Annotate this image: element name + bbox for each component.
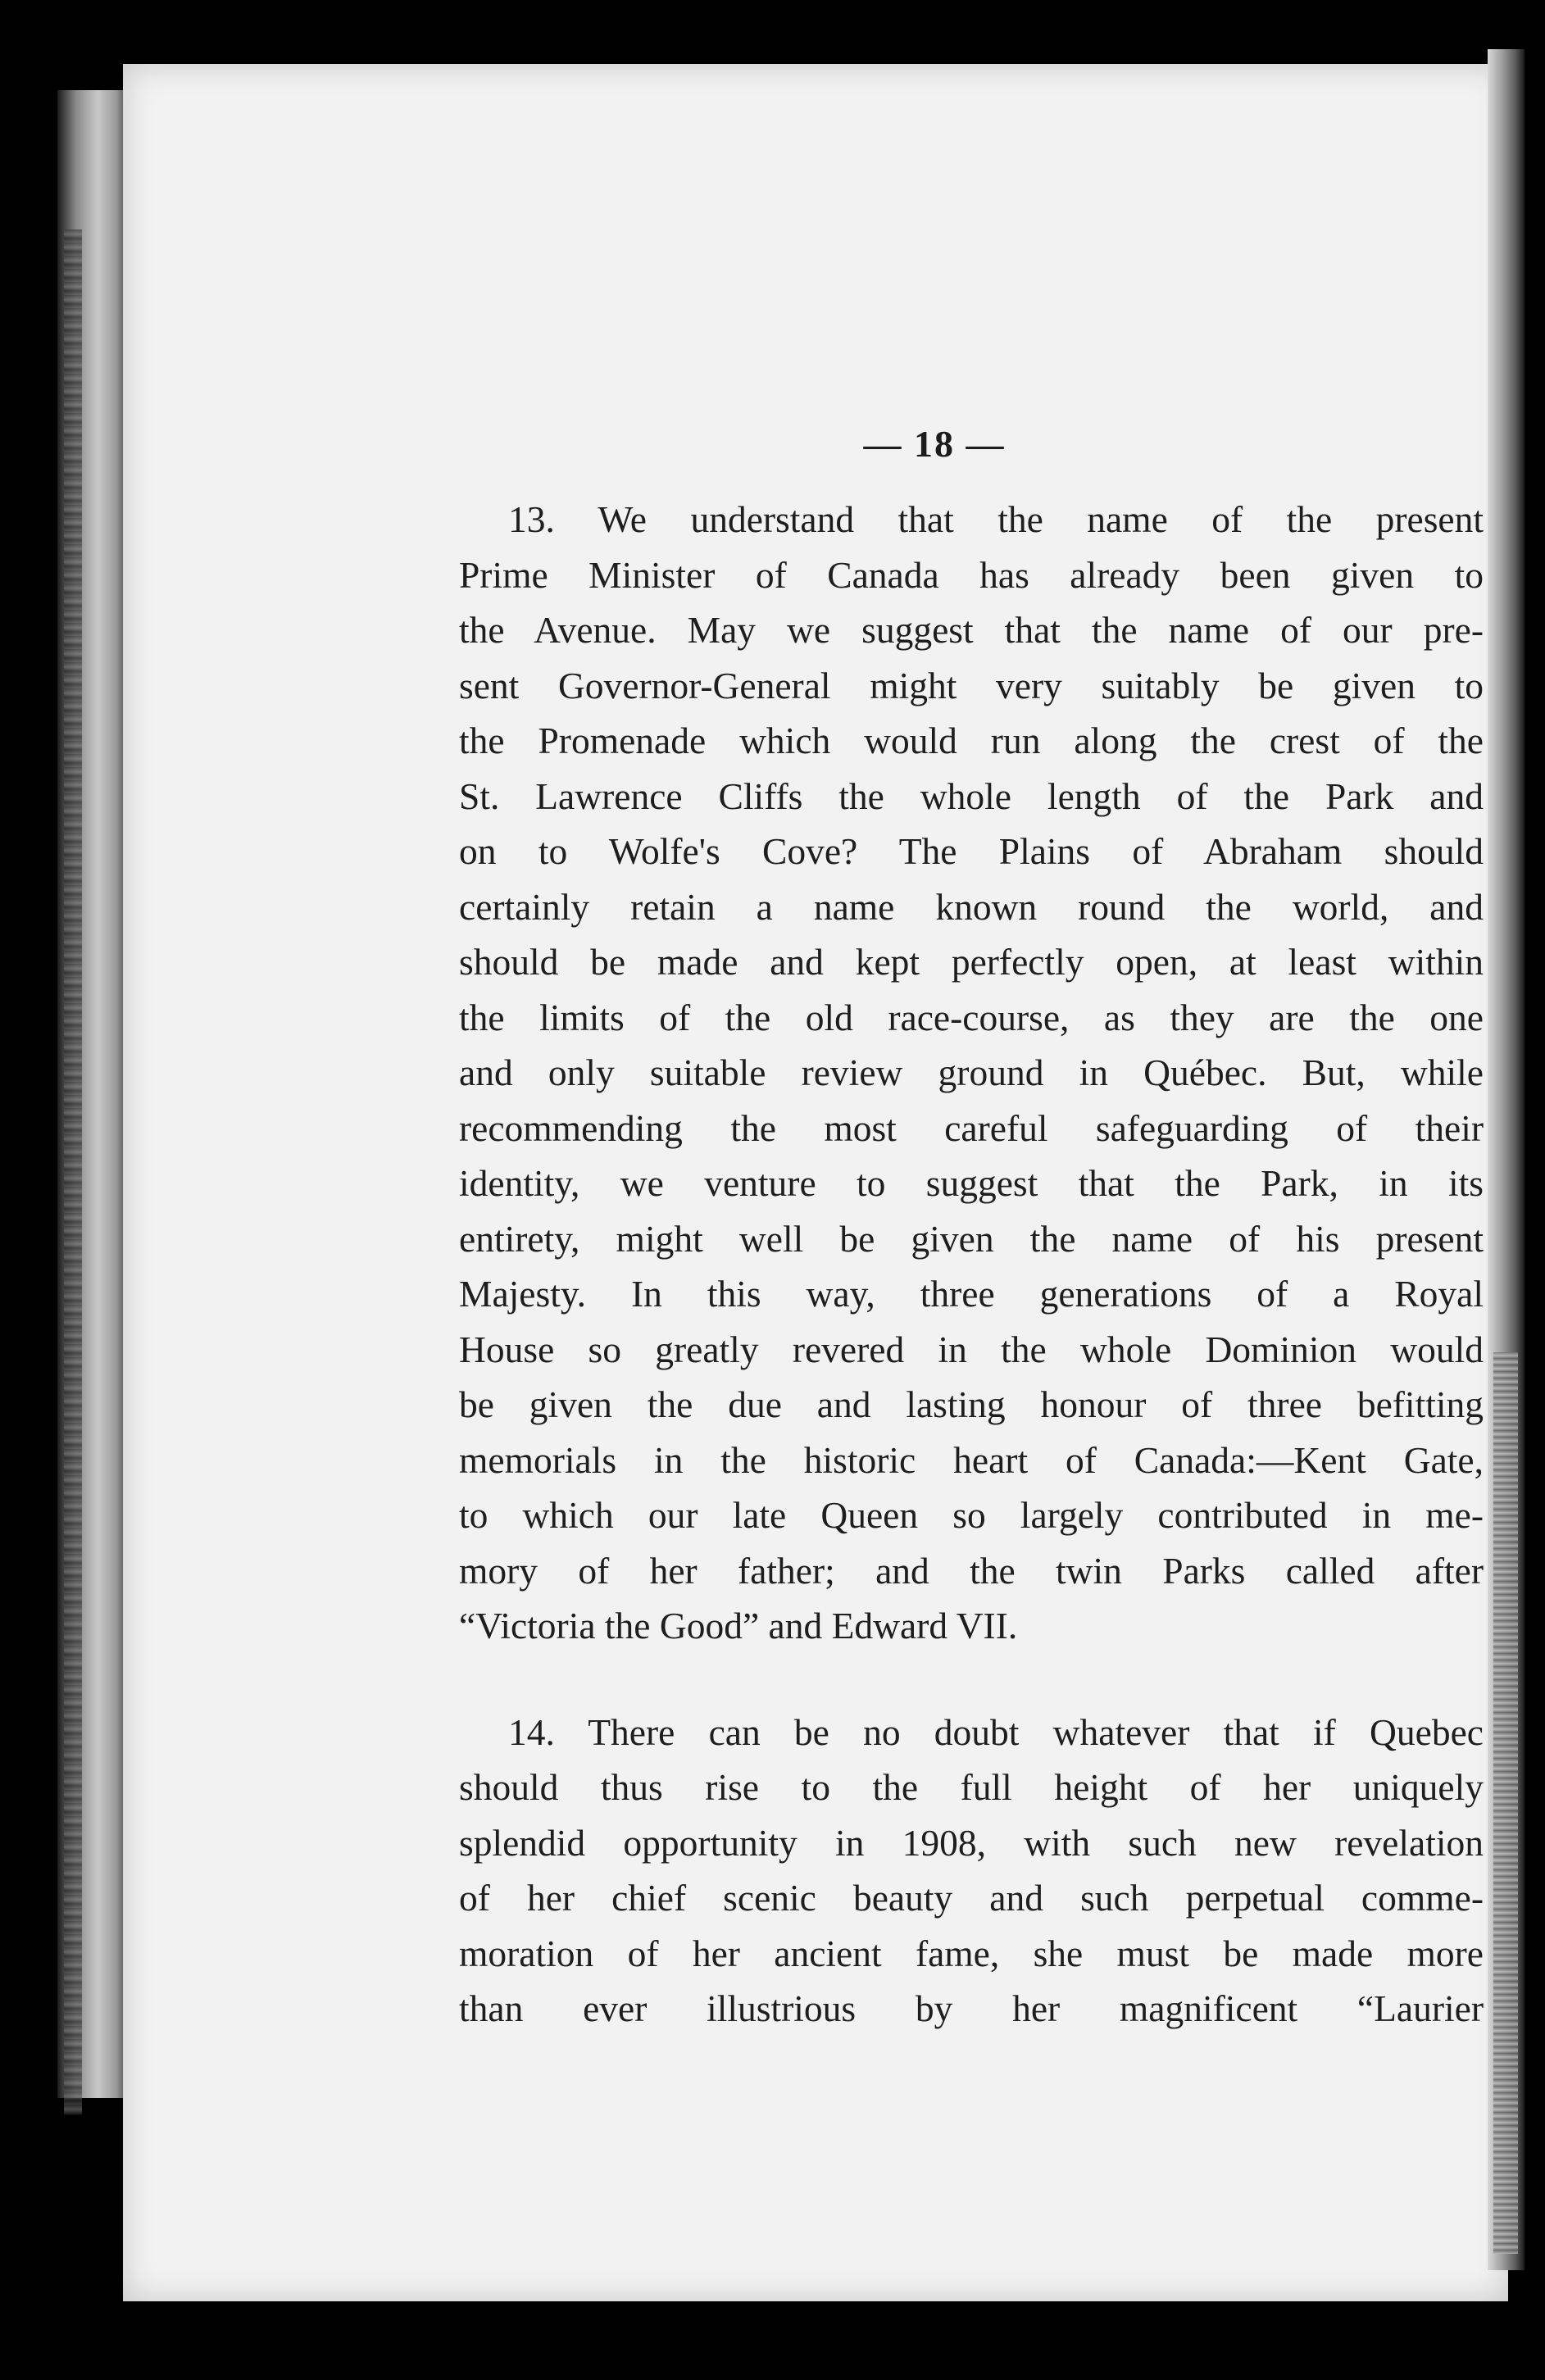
- text-line: splendid opportunity in 1908, with such new revelation: [459, 1821, 1484, 1864]
- text-line: St. Lawrence Cliffs the whole length of the Park and: [459, 774, 1484, 817]
- text-line: identity, we venture to suggest that the Park, in its: [459, 1162, 1484, 1204]
- text-line: “Victoria the Good” and Edward VII.: [459, 1605, 1018, 1646]
- text-line: Prime Minister of Canada has already been given to: [459, 553, 1484, 596]
- paragraph-14: [459, 1705, 1484, 2037]
- text-line: moration of her ancient fame, she must be made more: [459, 1932, 1484, 1974]
- text-line: of her chief scenic beauty and such perpetual comme-: [459, 1877, 1484, 1919]
- text-line: should thus rise to the full height of her uniquely: [459, 1766, 1484, 1808]
- text-line: certainly retain a name known round the world, and: [459, 885, 1484, 928]
- text-line: than ever illustrious by her magnificent “Laurier: [459, 1987, 1484, 2029]
- text-line: 14. There can be no doubt whatever that if Quebec: [508, 1710, 1484, 1753]
- binding-texture: [64, 229, 82, 2114]
- text-line: the Promenade which would run along the crest of the: [459, 720, 1484, 761]
- text-line: should be made and kept perfectly open, at least within: [459, 941, 1484, 983]
- text-line: to which our late Queen so largely contributed in me-: [459, 1494, 1484, 1536]
- text-line: the limits of the old race-course, as they are the one: [459, 996, 1484, 1038]
- text-line: House so greatly revered in the whole Dominion would: [459, 1328, 1484, 1370]
- text-line: on to Wolfe's Cove? The Plains of Abraham should: [459, 830, 1484, 872]
- text-line: entirety, might well be given the name of his present: [459, 1217, 1484, 1260]
- text-line: and only suitable review ground in Québec. But, while: [459, 1051, 1484, 1093]
- text-line: 13. We understand that the name of the present: [508, 498, 1484, 540]
- text-line: mory of her father; and the twin Parks called after: [459, 1549, 1484, 1592]
- text-line: sent Governor-General might very suitably be given to: [459, 664, 1484, 706]
- text-line: recommending the most careful safeguarding of their: [459, 1106, 1484, 1149]
- page-number: — 18 —: [863, 423, 1006, 465]
- page-stack-texture: [1493, 1352, 1518, 2254]
- text-line: the Avenue. May we suggest that the name of our pre-: [459, 609, 1484, 651]
- text-line: Majesty. In this way, three generations of a Royal: [459, 1273, 1484, 1315]
- text-line: memorials in the historic heart of Canada:—Kent Gate,: [459, 1438, 1484, 1481]
- paragraph-13: [459, 492, 1484, 1654]
- page-body: [459, 492, 1484, 2037]
- paragraph-spacer: [459, 1654, 1484, 1705]
- text-line: be given the due and lasting honour of three befitting: [459, 1383, 1484, 1425]
